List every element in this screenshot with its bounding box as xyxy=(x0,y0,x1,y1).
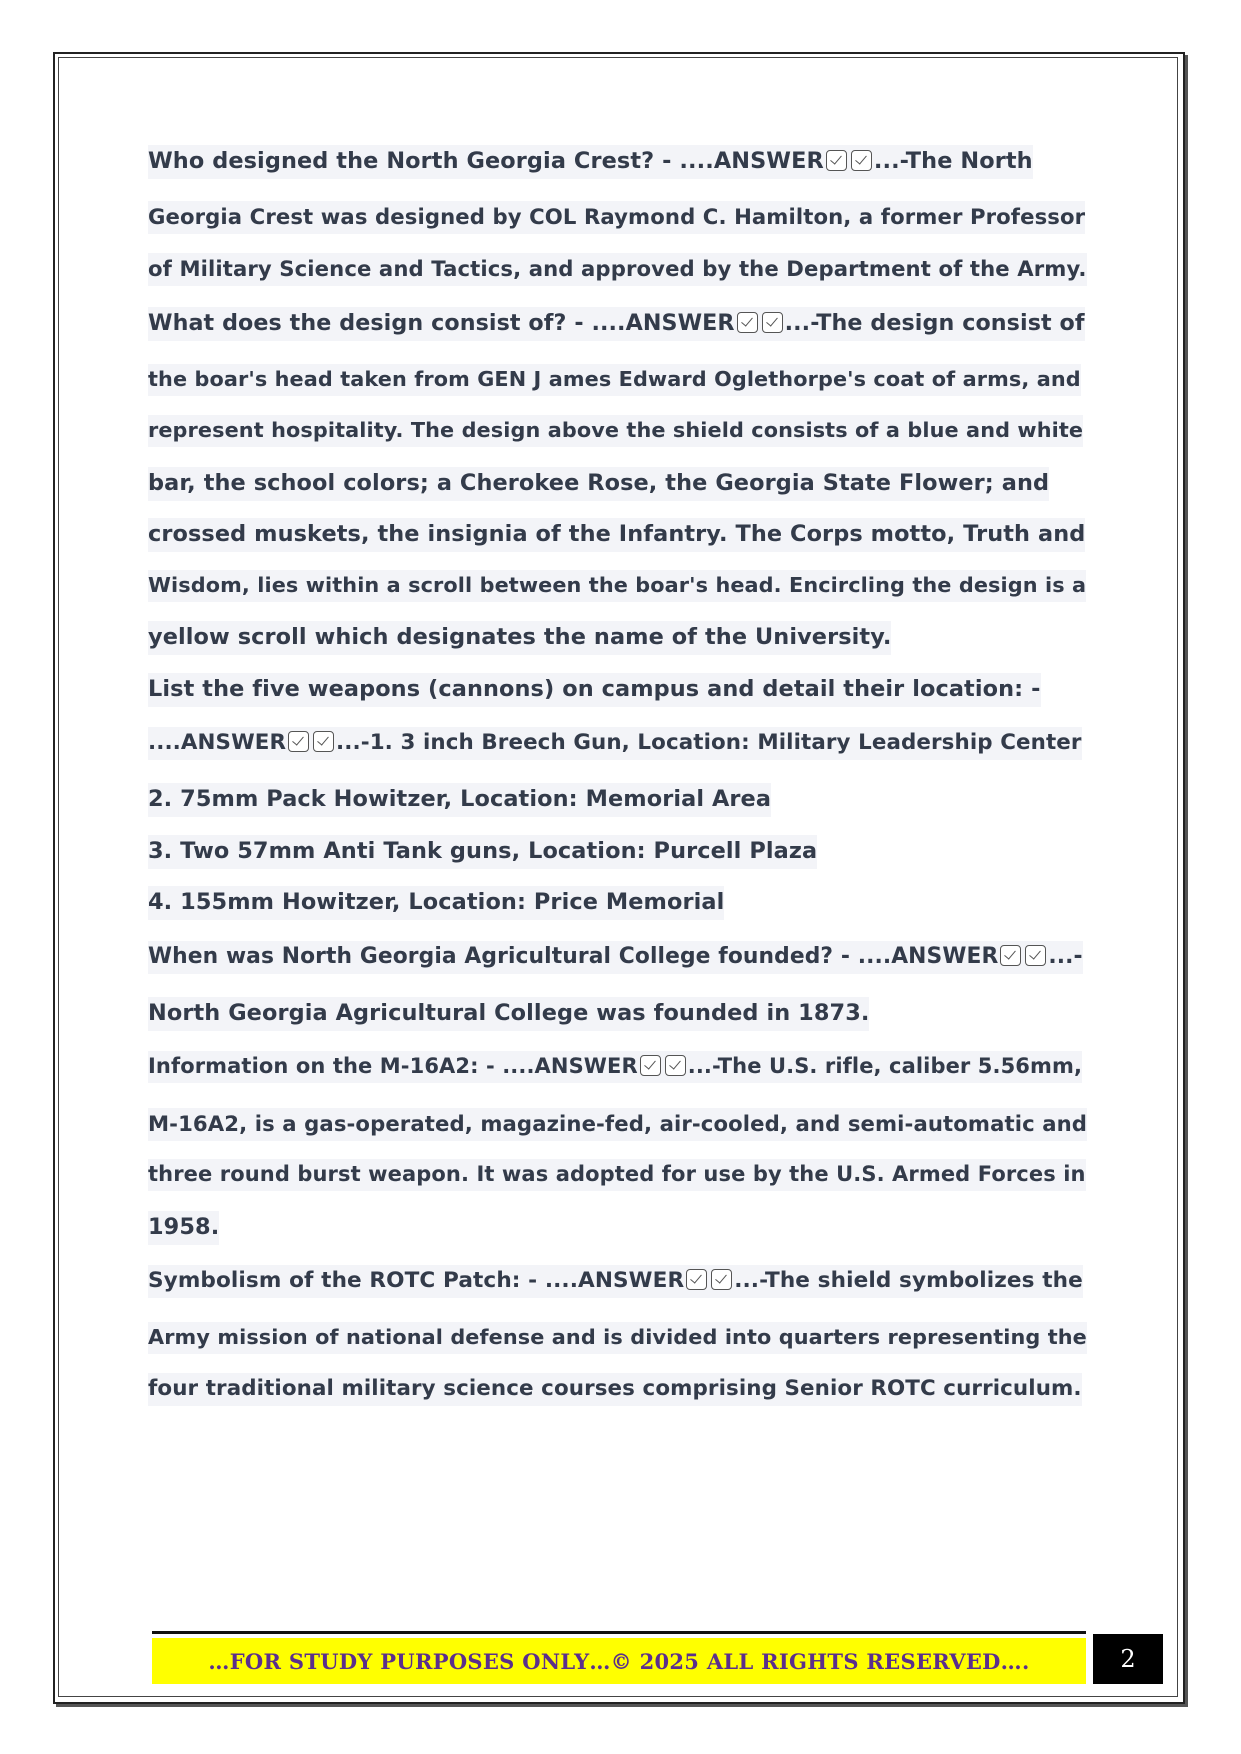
text-line: Wisdom, lies within a scroll between the boar's head. Encircling the design is a xyxy=(148,573,1086,597)
text-line: of Military Science and Tactics, and approved by the Department of the Army. xyxy=(148,256,1087,281)
text-line: When was North Georgia Agricultural College founded? - ....ANSWER ...- xyxy=(148,944,1083,969)
text-line: Georgia Crest was designed by COL Raymond C. Hamilton, a former Professor xyxy=(148,204,1085,229)
text-line: 1958. xyxy=(148,1214,219,1240)
text-line: M-16A2, is a gas-operated, magazine-fed, air-cooled, and semi-automatic and xyxy=(148,1111,1087,1136)
check-box-icon xyxy=(762,312,783,333)
text-line: 2. 75mm Pack Howitzer, Location: Memorial Area xyxy=(148,786,771,812)
text-line: 3. Two 57mm Anti Tank guns, Location: Purcell Plaza xyxy=(148,838,817,864)
check-box-icon xyxy=(288,731,309,752)
text-line: four traditional military science courses comprising Senior ROTC curriculum. xyxy=(148,1376,1082,1401)
check-box-icon xyxy=(826,150,847,171)
footer-banner xyxy=(152,1638,1086,1684)
text-line: Information on the M-16A2: - ....ANSWER ...-The U.S. rifle, caliber 5.56mm, xyxy=(148,1054,1082,1078)
check-box-icon xyxy=(737,312,758,333)
text-line: the boar's head taken from GEN J ames Edward Oglethorpe's coat of arms, and xyxy=(148,367,1081,391)
check-box-icon xyxy=(711,1269,732,1290)
page-border-inner xyxy=(58,57,1178,1697)
check-box-icon xyxy=(851,150,872,171)
text-line: bar, the school colors; a Cherokee Rose, the Georgia State Flower; and xyxy=(148,470,1049,496)
page-number: 2 xyxy=(1093,1634,1163,1684)
text-line: Army mission of national defense and is divided into quarters representing the xyxy=(148,1325,1087,1349)
check-box-icon xyxy=(1025,945,1046,966)
text-line: Who designed the North Georgia Crest? - ....ANSWER ...-The North xyxy=(148,148,1033,174)
check-box-icon xyxy=(1000,945,1021,966)
check-box-icon xyxy=(665,1055,686,1076)
text-line: Symbolism of the ROTC Patch: - ....ANSWER ...-The shield symbolizes the xyxy=(148,1268,1083,1293)
text-line: yellow scroll which designates the name of the University. xyxy=(148,624,891,650)
text-line: ....ANSWER ...-1. 3 inch Breech Gun, Location: Military Leadership Center xyxy=(148,730,1082,755)
text-line: three round burst weapon. It was adopted for use by the U.S. Armed Forces in xyxy=(148,1162,1086,1186)
footer-notice: …FOR STUDY PURPOSES ONLY…© 2025 ALL RIGHTS RESERVED…. xyxy=(208,1648,1030,1674)
text-line: What does the design consist of? - ....ANSWER ...-The design consist of xyxy=(148,310,1085,336)
check-box-icon xyxy=(313,731,334,752)
check-box-icon xyxy=(640,1055,661,1076)
text-line: represent hospitality. The design above the shield consists of a blue and white xyxy=(148,418,1083,442)
text-line: 4. 155mm Howitzer, Location: Price Memorial xyxy=(148,889,724,915)
footer-divider xyxy=(152,1631,1086,1634)
text-line: List the five weapons (cannons) on campus and detail their location: - xyxy=(148,676,1041,702)
check-box-icon xyxy=(686,1269,707,1290)
text-line: North Georgia Agricultural College was founded in 1873. xyxy=(148,1000,869,1026)
text-line: crossed muskets, the insignia of the Infantry. The Corps motto, Truth and xyxy=(148,521,1085,547)
